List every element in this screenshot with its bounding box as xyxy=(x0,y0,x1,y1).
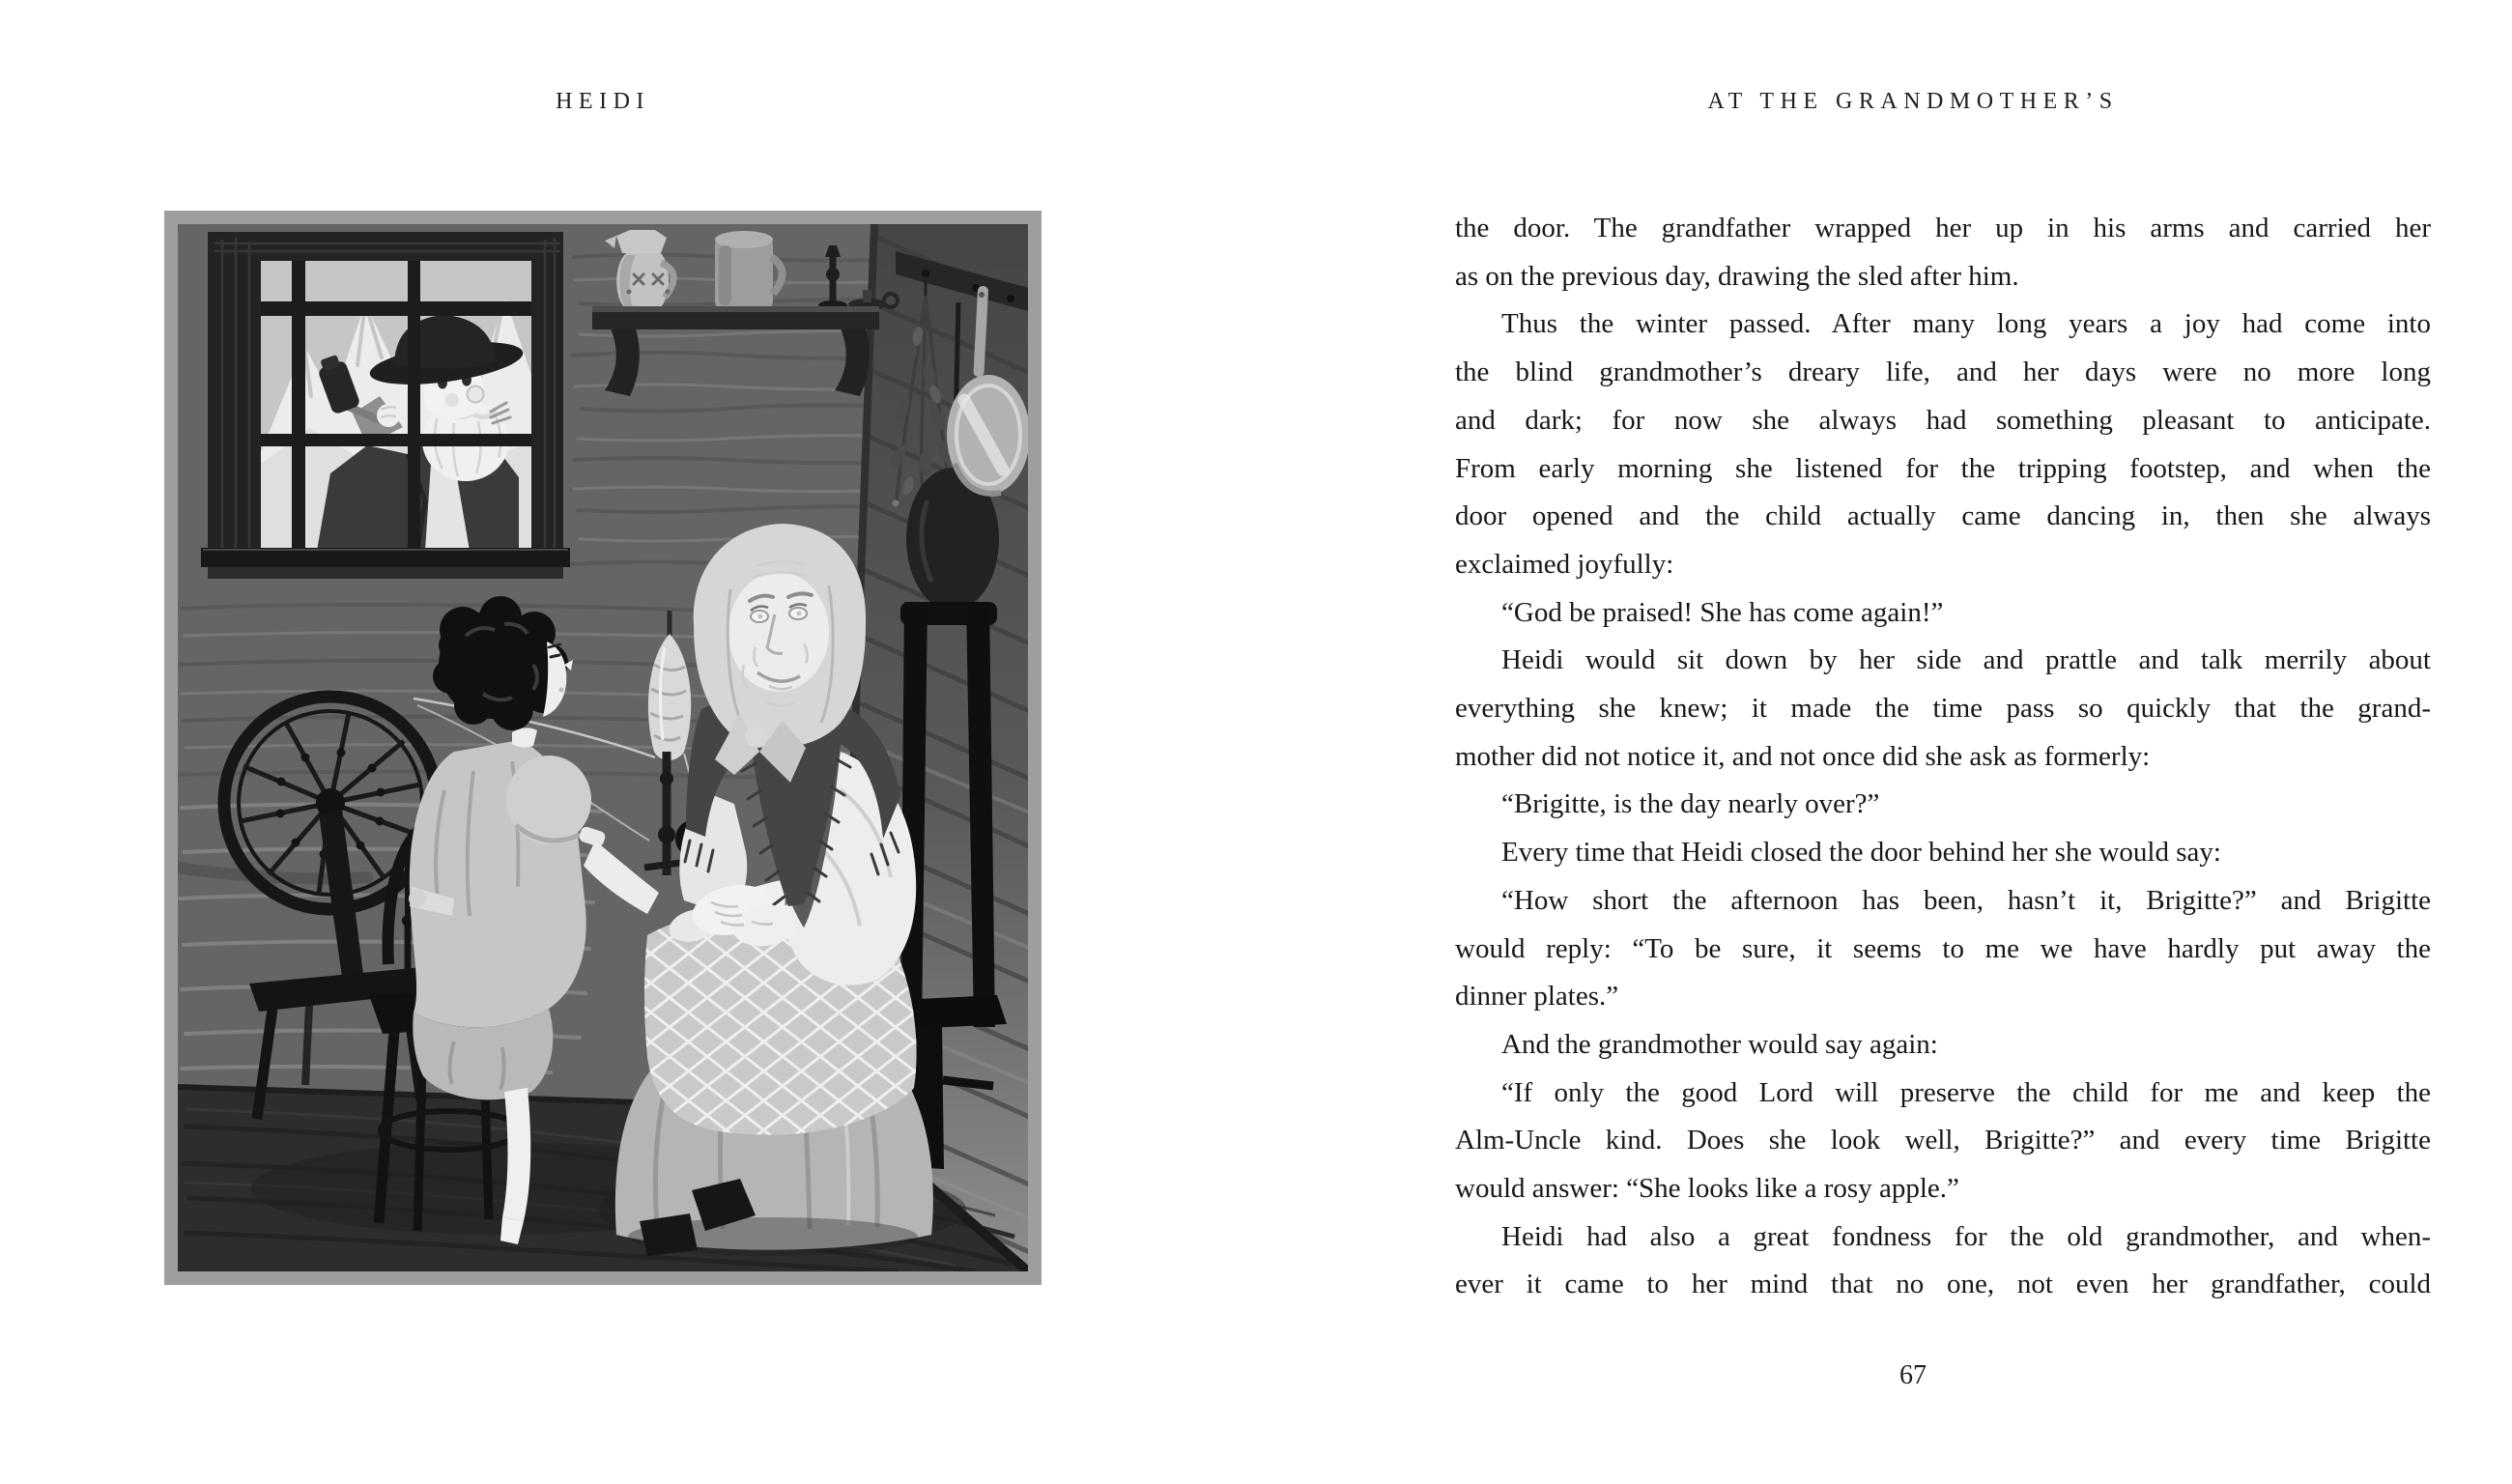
text-line: “How short the afternoon has been, hasn’t it, Brigitte?” and Brigitte xyxy=(1501,884,2431,916)
text-line: Heidi would sit down by her side and prattle and talk merrily about xyxy=(1501,644,2431,676)
text-line: From early morning she listened for the tripping footstep, and when the xyxy=(1455,452,2431,484)
text-line: “If only the good Lord will preserve the child for me and keep the xyxy=(1501,1076,2431,1108)
text-line: Alm-Uncle kind. Does she look well, Brigitte?” and every time Brigitte xyxy=(1455,1125,2431,1156)
text-line: door opened and the child actually came dancing in, then she always xyxy=(1455,500,2431,532)
text-line: Every time that Heidi closed the door behind her she would say: xyxy=(1501,837,2221,869)
text-line: and dark; for now she always had something pleasant to anticipate. xyxy=(1455,404,2431,436)
body-text xyxy=(1455,205,2431,1309)
text-line: the blind grandmother’s dreary life, and her days were no more long xyxy=(1455,357,2431,388)
tankard xyxy=(715,231,783,309)
text-line: ever it came to her mind that no one, not even her grandfather, could xyxy=(1455,1269,2431,1300)
text-line: Heidi had also a great fondness for the old grandmother, and when- xyxy=(1501,1220,2431,1252)
text-line: the door. The grandfather wrapped her up in his arms and carried her xyxy=(1455,213,2431,243)
text-line: mother did not notice it, and not once did she ask as formerly: xyxy=(1455,740,2151,772)
text-line: as on the previous day, drawing the sled after him. xyxy=(1455,260,2019,292)
text-line: exclaimed joyfully: xyxy=(1455,548,1674,580)
text-line: everything she knew; it made the time pass so quickly that the grand- xyxy=(1455,693,2431,725)
text-line: “God be praised! She has come again!” xyxy=(1501,596,1944,628)
running-header-left: HEIDI xyxy=(556,89,650,114)
text-line: would answer: “She looks like a rosy apple.” xyxy=(1455,1173,1959,1205)
text-line: dinner plates.” xyxy=(1455,981,1619,1013)
illustration-heidi-grandmother xyxy=(164,211,1042,1285)
text-line: And the grandmother would say again: xyxy=(1501,1028,1938,1060)
text-line: Thus the winter passed. After many long years a joy had come into xyxy=(1501,308,2431,340)
window xyxy=(201,232,570,579)
running-header-right: AT THE GRANDMOTHER’S xyxy=(1707,89,2119,114)
text-line: “Brigitte, is the day nearly over?” xyxy=(1501,788,1880,820)
page-number: 67 xyxy=(1899,1360,1927,1390)
text-line: would reply: “To be sure, it seems to me we have hardly put away the xyxy=(1455,932,2431,964)
